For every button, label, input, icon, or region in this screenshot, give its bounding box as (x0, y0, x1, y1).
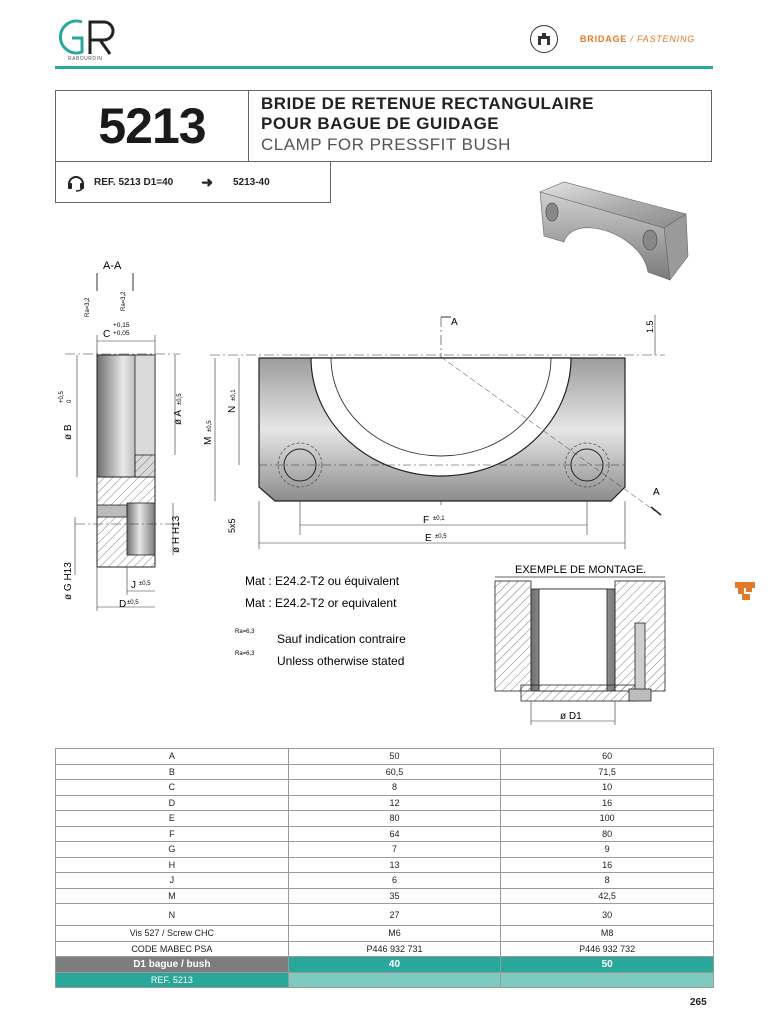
row-value-2: 16 (501, 857, 714, 873)
dim-c-label: C (103, 329, 111, 340)
row-label: Vis 527 / Screw CHC (56, 926, 289, 942)
title-text (249, 91, 606, 161)
table-row (56, 926, 714, 942)
row-value-1: 6 (288, 873, 501, 889)
dim-a-label: ø A (173, 409, 184, 425)
note-fr: Sauf indication contraire (277, 632, 406, 646)
row-value-2: 8 (501, 873, 714, 889)
table-row (56, 904, 714, 926)
dim-n-tol: ±0,1 (231, 389, 237, 401)
row-value-1: 50 (288, 749, 501, 765)
table-row (56, 811, 714, 827)
bush-label: D1 bague / bush (56, 957, 289, 973)
row-value-2: P446 932 732 (501, 941, 714, 957)
dim-h-label: ø H H13 (171, 515, 182, 553)
order-reference (55, 162, 331, 203)
bush-row (56, 957, 714, 973)
dim-g-label: ø G H13 (63, 562, 74, 600)
table-row (56, 780, 714, 796)
section-marker-bottom: A (653, 487, 660, 498)
row-value-1: 8 (288, 780, 501, 796)
dim-b-tol-up: +0,5 (59, 391, 65, 403)
category-en: / FASTENING (627, 34, 696, 44)
dim-j-tol: ±0,5 (139, 581, 151, 587)
title-block (55, 90, 712, 162)
category-fr: BRIDAGE (580, 34, 628, 44)
dim-c-tol-up: +0,15 (113, 322, 130, 329)
row-label: N (56, 904, 289, 926)
dim-d1-label: ø D1 (560, 711, 582, 722)
row-value-1: 12 (288, 795, 501, 811)
table-row (56, 842, 714, 858)
dim-f-label: F (423, 515, 430, 526)
dimension-table (55, 748, 714, 988)
roughness-note-fr: Ra=6,3 (235, 629, 255, 635)
title-en: CLAMP FOR PRESSFIT BUSH (261, 135, 511, 154)
material-fr: Mat : E24.2-T2 ou équivalent (245, 574, 400, 588)
dim-n-label: N (227, 405, 238, 413)
ref-row (56, 972, 714, 988)
note-en: Unless otherwise stated (277, 654, 405, 668)
dim-a-tol: ±0,5 (177, 393, 183, 405)
dim-c-tol-dn: +0,05 (113, 330, 130, 337)
table-row (56, 764, 714, 780)
dim-e-tol: ±0,5 (435, 534, 447, 540)
roughness-left: Ra=3,2 (85, 297, 91, 317)
row-label: CODE MABEC PSA (56, 941, 289, 957)
row-value-2: 80 (501, 826, 714, 842)
row-label: A (56, 749, 289, 765)
row-value-1: P446 932 731 (288, 941, 501, 957)
row-value-2: 42,5 (501, 888, 714, 904)
row-value-1: 27 (288, 904, 501, 926)
dim-chamfer: 5x5 (227, 518, 237, 533)
material-en: Mat : E24.2-T2 or equivalent (245, 596, 397, 610)
category-label (580, 34, 695, 44)
dim-b-label: ø B (63, 424, 74, 440)
row-value-1: 7 (288, 842, 501, 858)
row-value-2: 60 (501, 749, 714, 765)
dim-m-label: M (203, 436, 214, 445)
row-value-1: M6 (288, 926, 501, 942)
row-value-2: 16 (501, 795, 714, 811)
dim-d-tol: ±0,5 (127, 600, 139, 606)
ref-value-1 (288, 972, 501, 988)
row-label: C (56, 780, 289, 796)
dim-f-tol: ±0,1 (433, 516, 445, 522)
row-label: M (56, 888, 289, 904)
row-value-1: 80 (288, 811, 501, 827)
table-row (56, 873, 714, 889)
clamp-icon (530, 25, 558, 53)
section-label: A-A (103, 260, 122, 272)
bush-value-2: 50 (501, 957, 714, 973)
row-value-1: 35 (288, 888, 501, 904)
row-value-2: 100 (501, 811, 714, 827)
product-number: 5213 (56, 91, 249, 161)
row-label: E (56, 811, 289, 827)
bush-value-1: 40 (288, 957, 501, 973)
row-value-2: 10 (501, 780, 714, 796)
table-row (56, 749, 714, 765)
dim-j-label: J (131, 580, 136, 591)
clamp-tab-icon (732, 578, 758, 604)
row-label: H (56, 857, 289, 873)
ref-value-2 (501, 972, 714, 988)
row-label: J (56, 873, 289, 889)
row-value-2: 30 (501, 904, 714, 926)
table-row (56, 857, 714, 873)
order-ref-text: REF. 5213 D1=40 (94, 176, 174, 188)
row-value-1: 64 (288, 826, 501, 842)
table-row (56, 941, 714, 957)
row-value-2: M8 (501, 926, 714, 942)
roughness-note-en: Ra=6,3 (235, 651, 255, 657)
dim-e-label: E (425, 533, 432, 544)
row-value-1: 60,5 (288, 764, 501, 780)
order-ref-result: 5213-40 (232, 176, 270, 188)
brand-subtitle: RABOURDIN (68, 56, 103, 62)
section-marker-top: A (451, 317, 458, 328)
dim-b-tol-dn: 0 (67, 399, 73, 403)
row-label: B (56, 764, 289, 780)
page-number: 265 (690, 997, 707, 1008)
row-label: F (56, 826, 289, 842)
table-row (56, 826, 714, 842)
dim-m-tol: ±0,5 (207, 420, 213, 432)
row-label: D (56, 795, 289, 811)
headset-icon (66, 172, 86, 192)
table-row (56, 888, 714, 904)
roughness-right: Ra=3,2 (121, 291, 127, 311)
row-label: G (56, 842, 289, 858)
technical-drawing (55, 255, 715, 745)
title-fr-1: BRIDE DE RETENUE RECTANGULAIRE (261, 94, 594, 113)
table-row (56, 795, 714, 811)
title-fr-2: POUR BAGUE DE GUIDAGE (261, 114, 500, 133)
arrow-right-icon: ➜ (201, 173, 213, 190)
dim-15: 1.5 (645, 320, 655, 333)
ref-label: REF. 5213 (56, 972, 289, 988)
row-value-2: 9 (501, 842, 714, 858)
dim-d-label: D (119, 599, 127, 610)
row-value-2: 71,5 (501, 764, 714, 780)
row-value-1: 13 (288, 857, 501, 873)
header-rule (55, 66, 713, 69)
mounting-example-title: EXEMPLE DE MONTAGE. (515, 564, 647, 576)
